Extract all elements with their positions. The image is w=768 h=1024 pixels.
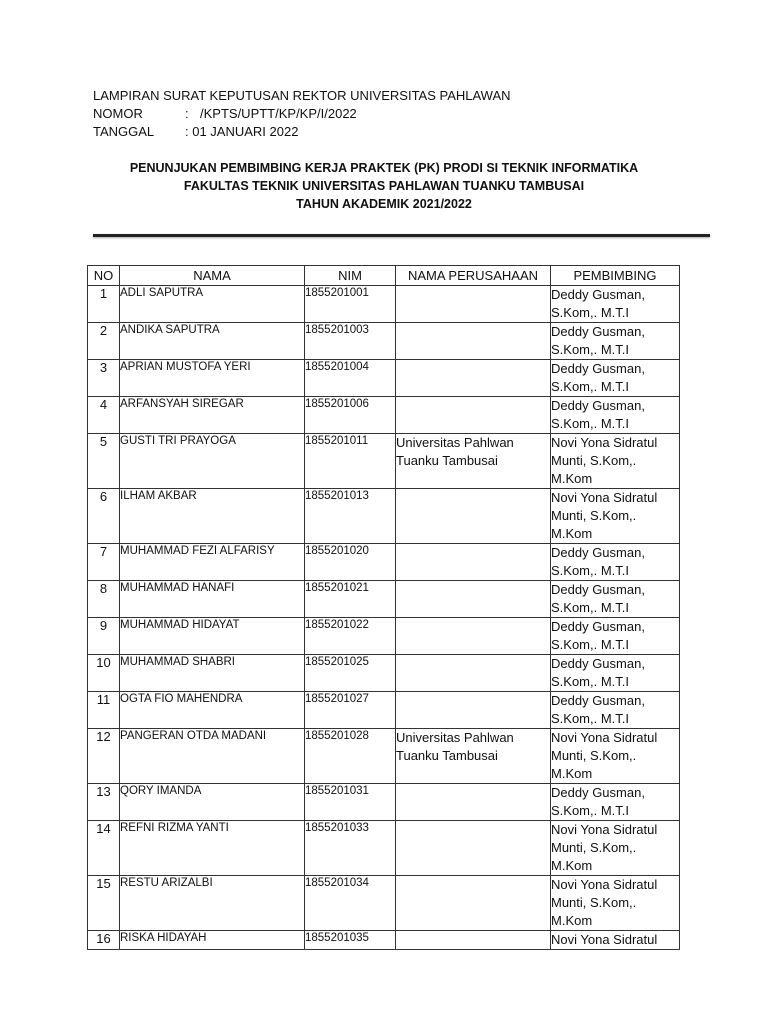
table-row <box>88 876 680 931</box>
cell-no: 12 <box>88 729 120 784</box>
cell-nama: MUHAMMAD FEZI ALFARISY <box>120 544 305 581</box>
cell-no: 6 <box>88 489 120 544</box>
cell-no: 5 <box>88 434 120 489</box>
cell-perusahaan <box>396 876 551 931</box>
cell-nim: 1855201001 <box>305 286 396 323</box>
table-row <box>88 692 680 729</box>
table-row <box>88 655 680 692</box>
cell-nama: REFNI RIZMA YANTI <box>120 821 305 876</box>
supervisor-assignment-table <box>87 265 680 950</box>
cell-pembimbing: Deddy Gusman, S.Kom,. M.T.I <box>551 655 680 692</box>
document-title <box>0 159 768 213</box>
cell-nim: 1855201034 <box>305 876 396 931</box>
table-row <box>88 821 680 876</box>
cell-no: 7 <box>88 544 120 581</box>
cell-no: 16 <box>88 931 120 950</box>
cell-pembimbing: Novi Yona Sidratul <box>551 931 680 950</box>
cell-nama: MUHAMMAD HIDAYAT <box>120 618 305 655</box>
cell-perusahaan <box>396 397 551 434</box>
cell-nim: 1855201011 <box>305 434 396 489</box>
table-row <box>88 489 680 544</box>
cell-perusahaan <box>396 360 551 397</box>
cell-nama: MUHAMMAD HANAFI <box>120 581 305 618</box>
cell-nim: 1855201027 <box>305 692 396 729</box>
column-header-nama-perusahaan: NAMA PERUSAHAAN <box>396 266 551 286</box>
cell-no: 13 <box>88 784 120 821</box>
header-lampiran-text: LAMPIRAN SURAT KEPUTUSAN REKTOR UNIVERSITAS PAHLAWAN <box>93 88 511 103</box>
cell-nim: 1855201033 <box>305 821 396 876</box>
tanggal-label: TANGGAL <box>93 124 155 139</box>
cell-pembimbing: Novi Yona Sidratul Munti, S.Kom,. M.Kom <box>551 821 680 876</box>
cell-nim: 1855201013 <box>305 489 396 544</box>
column-header-no: NO <box>88 266 120 286</box>
cell-perusahaan <box>396 286 551 323</box>
cell-nim: 1855201006 <box>305 397 396 434</box>
column-header-pembimbing: PEMBIMBING <box>551 266 680 286</box>
title-line-1: PENUNJUKAN PEMBIMBING KERJA PRAKTEK (PK) PRODI SI TEKNIK INFORMATIKA <box>129 161 639 175</box>
cell-pembimbing: Deddy Gusman, S.Kom,. M.T.I <box>551 784 680 821</box>
cell-perusahaan: Universitas Pahlwan Tuanku Tambusai <box>396 434 551 489</box>
cell-nama: PANGERAN OTDA MADANI <box>120 729 305 784</box>
cell-no: 2 <box>88 323 120 360</box>
table-row <box>88 434 680 489</box>
cell-nim: 1855201020 <box>305 544 396 581</box>
cell-no: 8 <box>88 581 120 618</box>
cell-pembimbing: Deddy Gusman, S.Kom,. M.T.I <box>551 544 680 581</box>
cell-nim: 1855201025 <box>305 655 396 692</box>
cell-no: 4 <box>88 397 120 434</box>
cell-perusahaan <box>396 784 551 821</box>
cell-nim: 1855201004 <box>305 360 396 397</box>
letter-header <box>93 87 511 141</box>
cell-nim: 1855201003 <box>305 323 396 360</box>
title-divider <box>93 234 710 237</box>
table-header-row <box>88 266 680 286</box>
cell-pembimbing: Novi Yona Sidratul Munti, S.Kom,. M.Kom <box>551 434 680 489</box>
cell-no: 11 <box>88 692 120 729</box>
cell-nama: MUHAMMAD SHABRI <box>120 655 305 692</box>
cell-no: 3 <box>88 360 120 397</box>
table-row <box>88 784 680 821</box>
nomor-colon: : <box>185 106 189 121</box>
cell-perusahaan <box>396 618 551 655</box>
cell-no: 15 <box>88 876 120 931</box>
cell-perusahaan <box>396 581 551 618</box>
cell-perusahaan <box>396 544 551 581</box>
tanggal-value: : 01 JANUARI 2022 <box>185 124 299 139</box>
table-row <box>88 581 680 618</box>
cell-pembimbing: Novi Yona Sidratul Munti, S.Kom,. M.Kom <box>551 876 680 931</box>
cell-nama: GUSTI TRI PRAYOGA <box>120 434 305 489</box>
table-row <box>88 286 680 323</box>
table-row <box>88 544 680 581</box>
cell-pembimbing: Deddy Gusman, S.Kom,. M.T.I <box>551 581 680 618</box>
column-header-nim: NIM <box>305 266 396 286</box>
cell-pembimbing: Deddy Gusman, S.Kom,. M.T.I <box>551 286 680 323</box>
cell-nama: RISKA HIDAYAH <box>120 931 305 950</box>
cell-nama: OGTA FIO MAHENDRA <box>120 692 305 729</box>
header-line-lampiran <box>93 87 511 105</box>
cell-perusahaan <box>396 489 551 544</box>
cell-no: 1 <box>88 286 120 323</box>
cell-nama: RESTU ARIZALBI <box>120 876 305 931</box>
cell-nama: QORY IMANDA <box>120 784 305 821</box>
cell-pembimbing: Deddy Gusman, S.Kom,. M.T.I <box>551 360 680 397</box>
cell-no: 10 <box>88 655 120 692</box>
table-row <box>88 397 680 434</box>
cell-nama: ILHAM AKBAR <box>120 489 305 544</box>
cell-nama: ANDIKA SAPUTRA <box>120 323 305 360</box>
cell-nama: ARFANSYAH SIREGAR <box>120 397 305 434</box>
table-row <box>88 618 680 655</box>
cell-nim: 1855201031 <box>305 784 396 821</box>
cell-perusahaan <box>396 323 551 360</box>
cell-perusahaan <box>396 655 551 692</box>
title-line-2: FAKULTAS TEKNIK UNIVERSITAS PAHLAWAN TUANKU TAMBUSAI <box>183 179 585 193</box>
cell-pembimbing: Deddy Gusman, S.Kom,. M.T.I <box>551 397 680 434</box>
cell-nim: 1855201035 <box>305 931 396 950</box>
cell-nim: 1855201028 <box>305 729 396 784</box>
cell-perusahaan <box>396 931 551 950</box>
table-row <box>88 360 680 397</box>
cell-nim: 1855201021 <box>305 581 396 618</box>
cell-nama: APRIAN MUSTOFA YERI <box>120 360 305 397</box>
column-header-nama: NAMA <box>120 266 305 286</box>
cell-no: 14 <box>88 821 120 876</box>
header-line-tanggal <box>93 123 511 141</box>
cell-pembimbing: Deddy Gusman, S.Kom,. M.T.I <box>551 618 680 655</box>
cell-perusahaan: Universitas Pahlwan Tuanku Tambusai <box>396 729 551 784</box>
nomor-value: /KPTS/UPTT/KP/KP/I/2022 <box>200 106 357 121</box>
cell-pembimbing: Deddy Gusman, S.Kom,. M.T.I <box>551 692 680 729</box>
table-row <box>88 729 680 784</box>
cell-pembimbing: Novi Yona Sidratul Munti, S.Kom,. M.Kom <box>551 729 680 784</box>
cell-no: 9 <box>88 618 120 655</box>
cell-perusahaan <box>396 692 551 729</box>
cell-perusahaan <box>396 821 551 876</box>
table-row <box>88 931 680 950</box>
table-row <box>88 323 680 360</box>
cell-pembimbing: Novi Yona Sidratul Munti, S.Kom,. M.Kom <box>551 489 680 544</box>
cell-pembimbing: Deddy Gusman, S.Kom,. M.T.I <box>551 323 680 360</box>
cell-nim: 1855201022 <box>305 618 396 655</box>
nomor-label: NOMOR <box>93 106 143 121</box>
header-line-nomor <box>93 105 511 123</box>
cell-nama: ADLI SAPUTRA <box>120 286 305 323</box>
title-line-3: TAHUN AKADEMIK 2021/2022 <box>296 197 472 211</box>
